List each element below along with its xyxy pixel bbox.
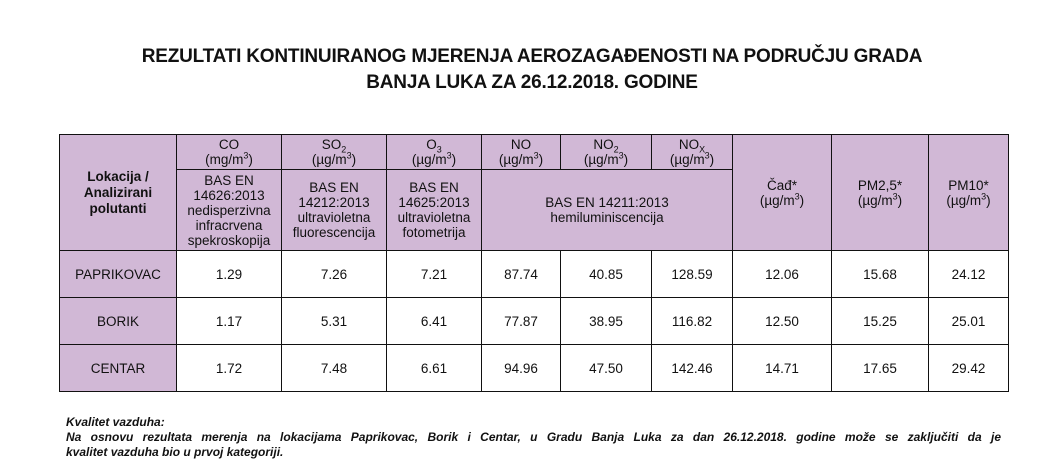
value-cell: 40.85 [561,251,652,298]
note-line-1: Na osnovu rezultata merenja na lokacijama Paprikovac, Borik i Centar, u Gradu Banja Luka za dan 26.12.2018. godine može se zaključiti da je [66,430,1001,444]
value-cell: 15.25 [832,298,929,345]
value-cell: 1.72 [177,345,282,392]
value-cell: 12.50 [733,298,832,345]
note-line-2: kvalitet vazduha bio u prvoj kategoriji. [66,445,284,459]
table-row [60,345,1009,392]
title-line-1: REZULTATI KONTINUIRANOG MJERENJA AEROZAGAĐENOSTI NA PODRUČJU GRADA [141,46,923,67]
value-cell: 5.31 [282,298,387,345]
method-so2: BAS EN 14212:2013 ultravioletna fluorescencija [282,170,387,251]
value-cell: 15.68 [832,251,929,298]
method-co: BAS EN 14626:2013 nedisperzivna infracrvena spekroskopija [177,170,282,251]
location-cell: CENTAR [60,345,177,392]
value-cell: 77.87 [482,298,561,345]
value-cell: 6.41 [387,298,482,345]
header-co: CO $(mg/m^3)$ [177,135,282,170]
value-cell: 7.48 [282,345,387,392]
method-nox: BAS EN 14211:2013 hemiluminiscencija [482,170,733,251]
value-cell: 25.01 [929,298,1009,345]
header-so2: $SO_2$ $(\mu g/m^3)$ [282,135,387,170]
method-o3: BAS EN 14625:2013 ultravioletna fotometrija [387,170,482,251]
note-heading: Kvalitet vazduha: [66,415,165,429]
value-cell: 38.95 [561,298,652,345]
location-cell: BORIK [60,298,177,345]
results-table [59,134,1009,392]
value-cell: 7.21 [387,251,482,298]
value-cell: 7.26 [282,251,387,298]
air-quality-note [66,415,1001,460]
value-cell: 12.06 [733,251,832,298]
table-row [60,298,1009,345]
value-cell: 1.17 [177,298,282,345]
corner-header: Lokacija / Analizirani polutanti [60,135,177,251]
value-cell: 87.74 [482,251,561,298]
value-cell: 47.50 [561,345,652,392]
page-title [0,44,1064,96]
header-o3: $O_3$ $(\mu g/m^3)$ [387,135,482,170]
header-nox: $NO_X$ $(\mu g/m^3)$ [652,135,733,170]
header-cad: Čađ* $(\mu g/m^3)$ [733,135,832,251]
value-cell: 142.46 [652,345,733,392]
table-row [60,251,1009,298]
value-cell: 128.59 [652,251,733,298]
header-no2: $NO_2$ $(\mu g/m^3)$ [561,135,652,170]
header-pm25: PM2,5* $(\mu g/m^3)$ [832,135,929,251]
value-cell: 17.65 [832,345,929,392]
value-cell: 116.82 [652,298,733,345]
value-cell: 1.29 [177,251,282,298]
value-cell: 29.42 [929,345,1009,392]
value-cell: 6.61 [387,345,482,392]
header-pm10: PM10* $(\mu g/m^3)$ [929,135,1009,251]
value-cell: 94.96 [482,345,561,392]
value-cell: 14.71 [733,345,832,392]
title-line-2: BANJA LUKA ZA 26.12.2018. GODINE [366,72,698,93]
value-cell: 24.12 [929,251,1009,298]
location-cell: PAPRIKOVAC [60,251,177,298]
header-no: NO $(\mu g/m^3)$ [482,135,561,170]
